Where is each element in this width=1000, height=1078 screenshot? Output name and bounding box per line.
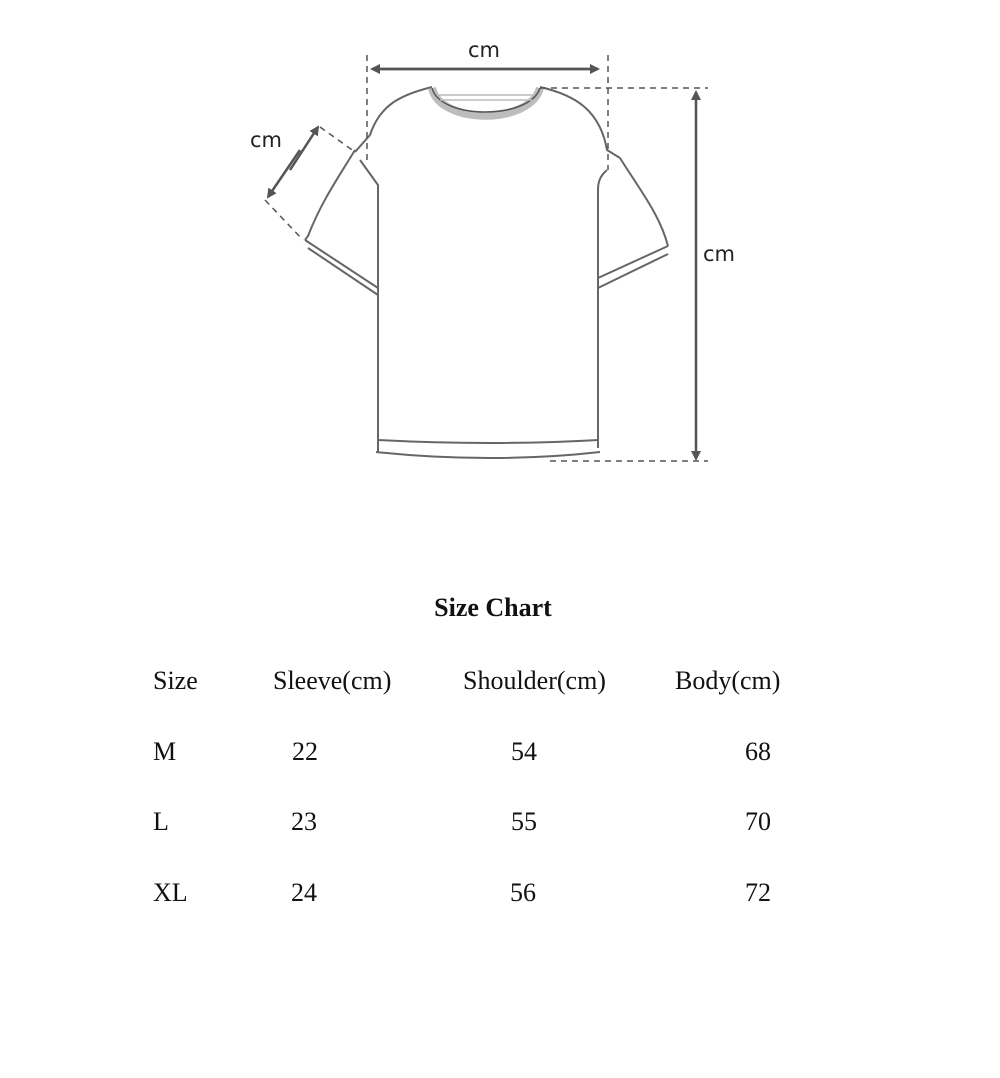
cell-sleeve: 23 (291, 807, 317, 836)
header-shoulder: Shoulder(cm) (463, 666, 606, 695)
size-chart-title: Size Chart (434, 593, 552, 622)
cell-size: L (153, 807, 169, 836)
collar-icon (432, 88, 540, 116)
tshirt-diagram (0, 0, 1000, 500)
header-body: Body(cm) (675, 666, 781, 695)
cell-body: 72 (745, 878, 771, 907)
header-size: Size (153, 666, 198, 695)
tshirt-outline-icon (305, 87, 668, 458)
header-sleeve: Sleeve(cm) (273, 666, 392, 695)
shoulder-cm-label: cm (468, 38, 501, 62)
cell-size: M (153, 737, 177, 766)
cell-sleeve: 22 (292, 737, 318, 766)
body-cm-label: cm (703, 242, 736, 266)
cell-size: XL (153, 878, 188, 907)
cell-shoulder: 56 (510, 878, 536, 907)
cell-shoulder: 54 (511, 737, 537, 766)
cell-body: 68 (745, 737, 771, 766)
cell-body: 70 (745, 807, 771, 836)
cell-shoulder: 55 (511, 807, 537, 836)
cell-sleeve: 24 (291, 878, 317, 907)
sleeve-cm-label: cm (250, 128, 283, 152)
